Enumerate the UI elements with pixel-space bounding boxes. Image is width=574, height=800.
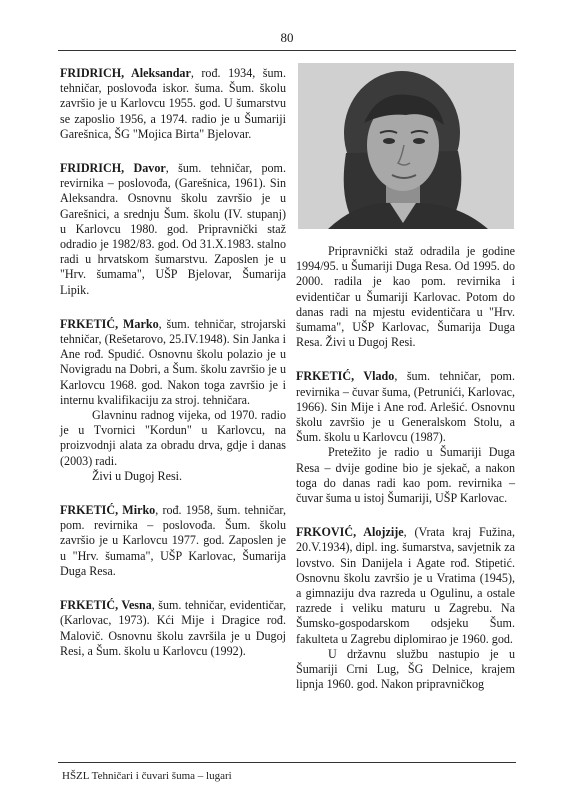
entry-name: FRKETIĆ, Marko bbox=[60, 316, 159, 331]
portrait-icon bbox=[298, 63, 514, 229]
entry-paragraph: U državnu službu nastupio je u Šumariji Crni Lug, ŠG Delnice, krajem lipnja 1960. god. Nakon pripravničkog bbox=[296, 646, 515, 692]
entry-frketic-vesna-continued bbox=[296, 244, 515, 350]
entry-name: FRIDRICH, Aleksandar bbox=[60, 66, 191, 80]
entry-fridrich-aleksandar bbox=[60, 66, 286, 142]
entry-paragraph: Živi u Dugoj Resi. bbox=[92, 468, 183, 483]
entry-frketic-vlado bbox=[296, 369, 515, 506]
portrait-photo bbox=[298, 63, 514, 229]
entry-text: , šum. tehničar, strojarski tehničar, (Rešetarovo, 25.IV.1948). Sin Janka i Ane rođ. Spudić. Osnovnu školu polazio je u Novigradu na Dobri, a Šum. školu završio je u Karlovcu 1968. god. Nakon toga završio je i internu kvalifikaciju za stroj. tehničara. bbox=[60, 316, 286, 407]
entry-text: , šum. tehničar, pom. revirnika – čuvar šuma, (Petrunići, Karlovac, 1966). Sin Mije i Ane rođ. Arlešić. Osnovnu školu završio je u Generalskom Stolu, a Šum. školu u Karlovcu (1987). bbox=[296, 369, 515, 445]
page-number: 80 bbox=[280, 30, 294, 45]
right-column bbox=[296, 244, 515, 711]
entry-frketic-mirko bbox=[60, 503, 286, 579]
entry-text: , rođ. 1958, šum. tehničar, pom. revirnika – poslovođa. Šum. školu završio je u Karlovcu 1977. god. Zaposlen je u "Hrv. šumama", UŠP Karlovac, Šumarija Duga Resa. bbox=[60, 503, 286, 578]
entry-frketic-marko bbox=[60, 317, 286, 484]
entry-text: , (Vrata kraj Fužina, 20.V.1934), dipl. ing. šumarstva, savjetnik za lovstvo. Sin Danijela i Agate rođ. Stipetić. Osnovnu školu završio je u Vratima (1945), a gimnaziju dva razreda u Ogulinu, a ostale razrede i veliku maturu u Zagrebu. Na Šumsko-gospodarskom odsjeku Šum. fakulteta u Zagrebu diplomirao je 1960. god. bbox=[296, 525, 515, 646]
entry-frkovic-alojzije bbox=[296, 525, 515, 692]
entry-fridrich-davor bbox=[60, 161, 286, 298]
entry-paragraph: Glavninu radnog vijeka, od 1970. radio je u Tvornici "Kordun" u Karlovcu, na proizvodnji alata za obradu drva, gdje i danas (2003) radi. bbox=[60, 408, 286, 468]
left-column bbox=[60, 66, 286, 678]
entry-name: FRKETIĆ, Mirko bbox=[60, 503, 156, 518]
entry-paragraph: Pretežito je radio u Šumariji Duga Resa – dvije godine bio je sjekač, a nakon toga do danas radi kao pom. revirnika – čuvar šuma u istoj Šumariji, UŠP Karlovac. bbox=[296, 445, 515, 506]
entry-name: FRKOVIĆ, Alojzije bbox=[296, 525, 404, 540]
entry-text: , šum. tehničar, evidentičar, (Karlovac, 1973). Kći Mije i Dragice rođ. Malovič. Osnovnu školu završila je u Dugoj Resi, a Šum. školu u Karlovcu (1992). bbox=[60, 598, 286, 658]
entry-name: FRKETIĆ, Vlado bbox=[296, 369, 395, 384]
entry-text: , rođ. 1934, šum. tehničar, poslovođa iskor. šuma. Šum. školu završio je u Karlovcu 1955. god. U šumarstvu se zaposlio 1956, a 1974. radio je u Šumariji Garešnica, ŠG "Mojica Birta" Bjelovar. bbox=[60, 66, 286, 141]
entry-text: , šum. tehničar, pom. revirnika – poslovođa, (Garešnica, 1961). Sin Aleksandra. Osnovnu školu završio je u Garešnici, a srednju Šum. školu (IV. stupanj) u Karlovcu 1980. god. Pripravnički staž odradio je 1982/83. god. Od 31.X.1983. stalno radi u hrvatskom šumarstvu. Zaposlen je u "Hrv. šumama", UŠP Bjelovar, Šumarija Lipik. bbox=[60, 161, 286, 297]
footer-title: HŠZL Tehničari i čuvari šuma – lugari bbox=[62, 770, 232, 782]
entry-name: FRKETIĆ, Vesna bbox=[60, 598, 152, 613]
header-rule bbox=[58, 50, 516, 51]
entry-paragraph: Pripravnički staž odradila je godine 1994/95. u Šumariji Duga Resa. Od 1995. do 2000. radila je kao pom. revirnika i evidentičar u Šumariji Karlovac. Potom do danas radi na mjestu evidentičara u "Hrv. šumama", UŠP Karlovac, Šumarija Duga Resa. Živi u Dugoj Resi. bbox=[296, 244, 515, 350]
entry-name: FRIDRICH, Davor bbox=[60, 161, 166, 176]
entry-frketic-vesna bbox=[60, 598, 286, 659]
footer-rule bbox=[58, 762, 516, 763]
